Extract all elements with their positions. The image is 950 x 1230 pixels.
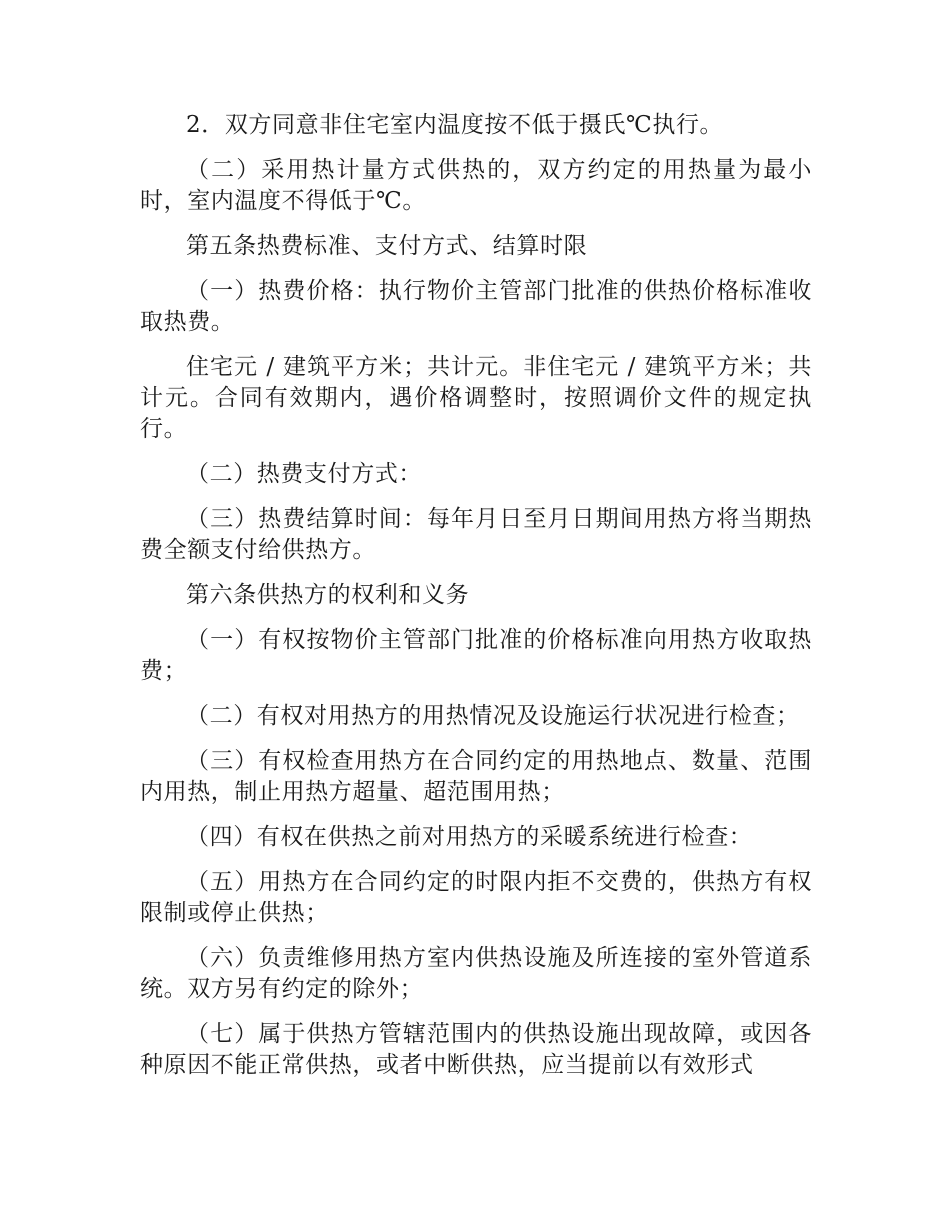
clause-heat-metering-temp: （二）采用热计量方式供热的，双方约定的用热量为最小时，室内温度不得低于℃。 [140, 157, 812, 214]
clause-heating-price: （一）热费价格：执行物价主管部门批准的供热价格标准收取热费。 [140, 278, 812, 335]
clause-duty-fault-notice: （七）属于供热方管辖范围内的供热设施出现故障，或因各种原因不能正常供热，或者中断供热，应当提前以有效形式 [140, 1021, 812, 1078]
document-body [140, 110, 812, 1095]
clause-right-inspect-system: （四）有权在供热之前对用热方的采暖系统进行检查： [186, 824, 753, 850]
article-5-heading: 第五条热费标准、支付方式、结算时限 [186, 233, 588, 259]
clause-right-inspect-usage: （二）有权对用热方的用热情况及设施运行状况进行检查； [186, 703, 800, 729]
clause-price-per-area: 住宅元 / 建筑平方米；共计元。非住宅元 / 建筑平方米；共计元。合同有效期内，遇价格调整时，按照调价文件的规定执行。 [140, 354, 812, 442]
clause-settlement-time: （三）热费结算时间：每年月日至月日期间用热方将当期热费全额支付给供热方。 [140, 506, 812, 563]
clause-right-inspect-scope: （三）有权检查用热方在合同约定的用热地点、数量、范围内用热，制止用热方超量、超范围用热； [140, 748, 812, 805]
article-6-heading: 第六条供热方的权利和义务 [186, 582, 470, 608]
clause-right-limit-supply: （五）用热方在合同约定的时限内拒不交费的，供热方有权限制或停止供热； [140, 869, 812, 926]
clause-indoor-temp-nonresidential: 2．双方同意非住宅室内温度按不低于摄氏℃执行。 [186, 112, 724, 138]
clause-right-collect-fee: （一）有权按物价主管部门批准的价格标准向用热方收取热费； [140, 627, 812, 684]
clause-duty-maintenance: （六）负责维修用热方室内供热设施及所连接的室外管道系统。双方另有约定的除外； [140, 945, 812, 1002]
clause-payment-method: （二）热费支付方式： [186, 461, 422, 487]
